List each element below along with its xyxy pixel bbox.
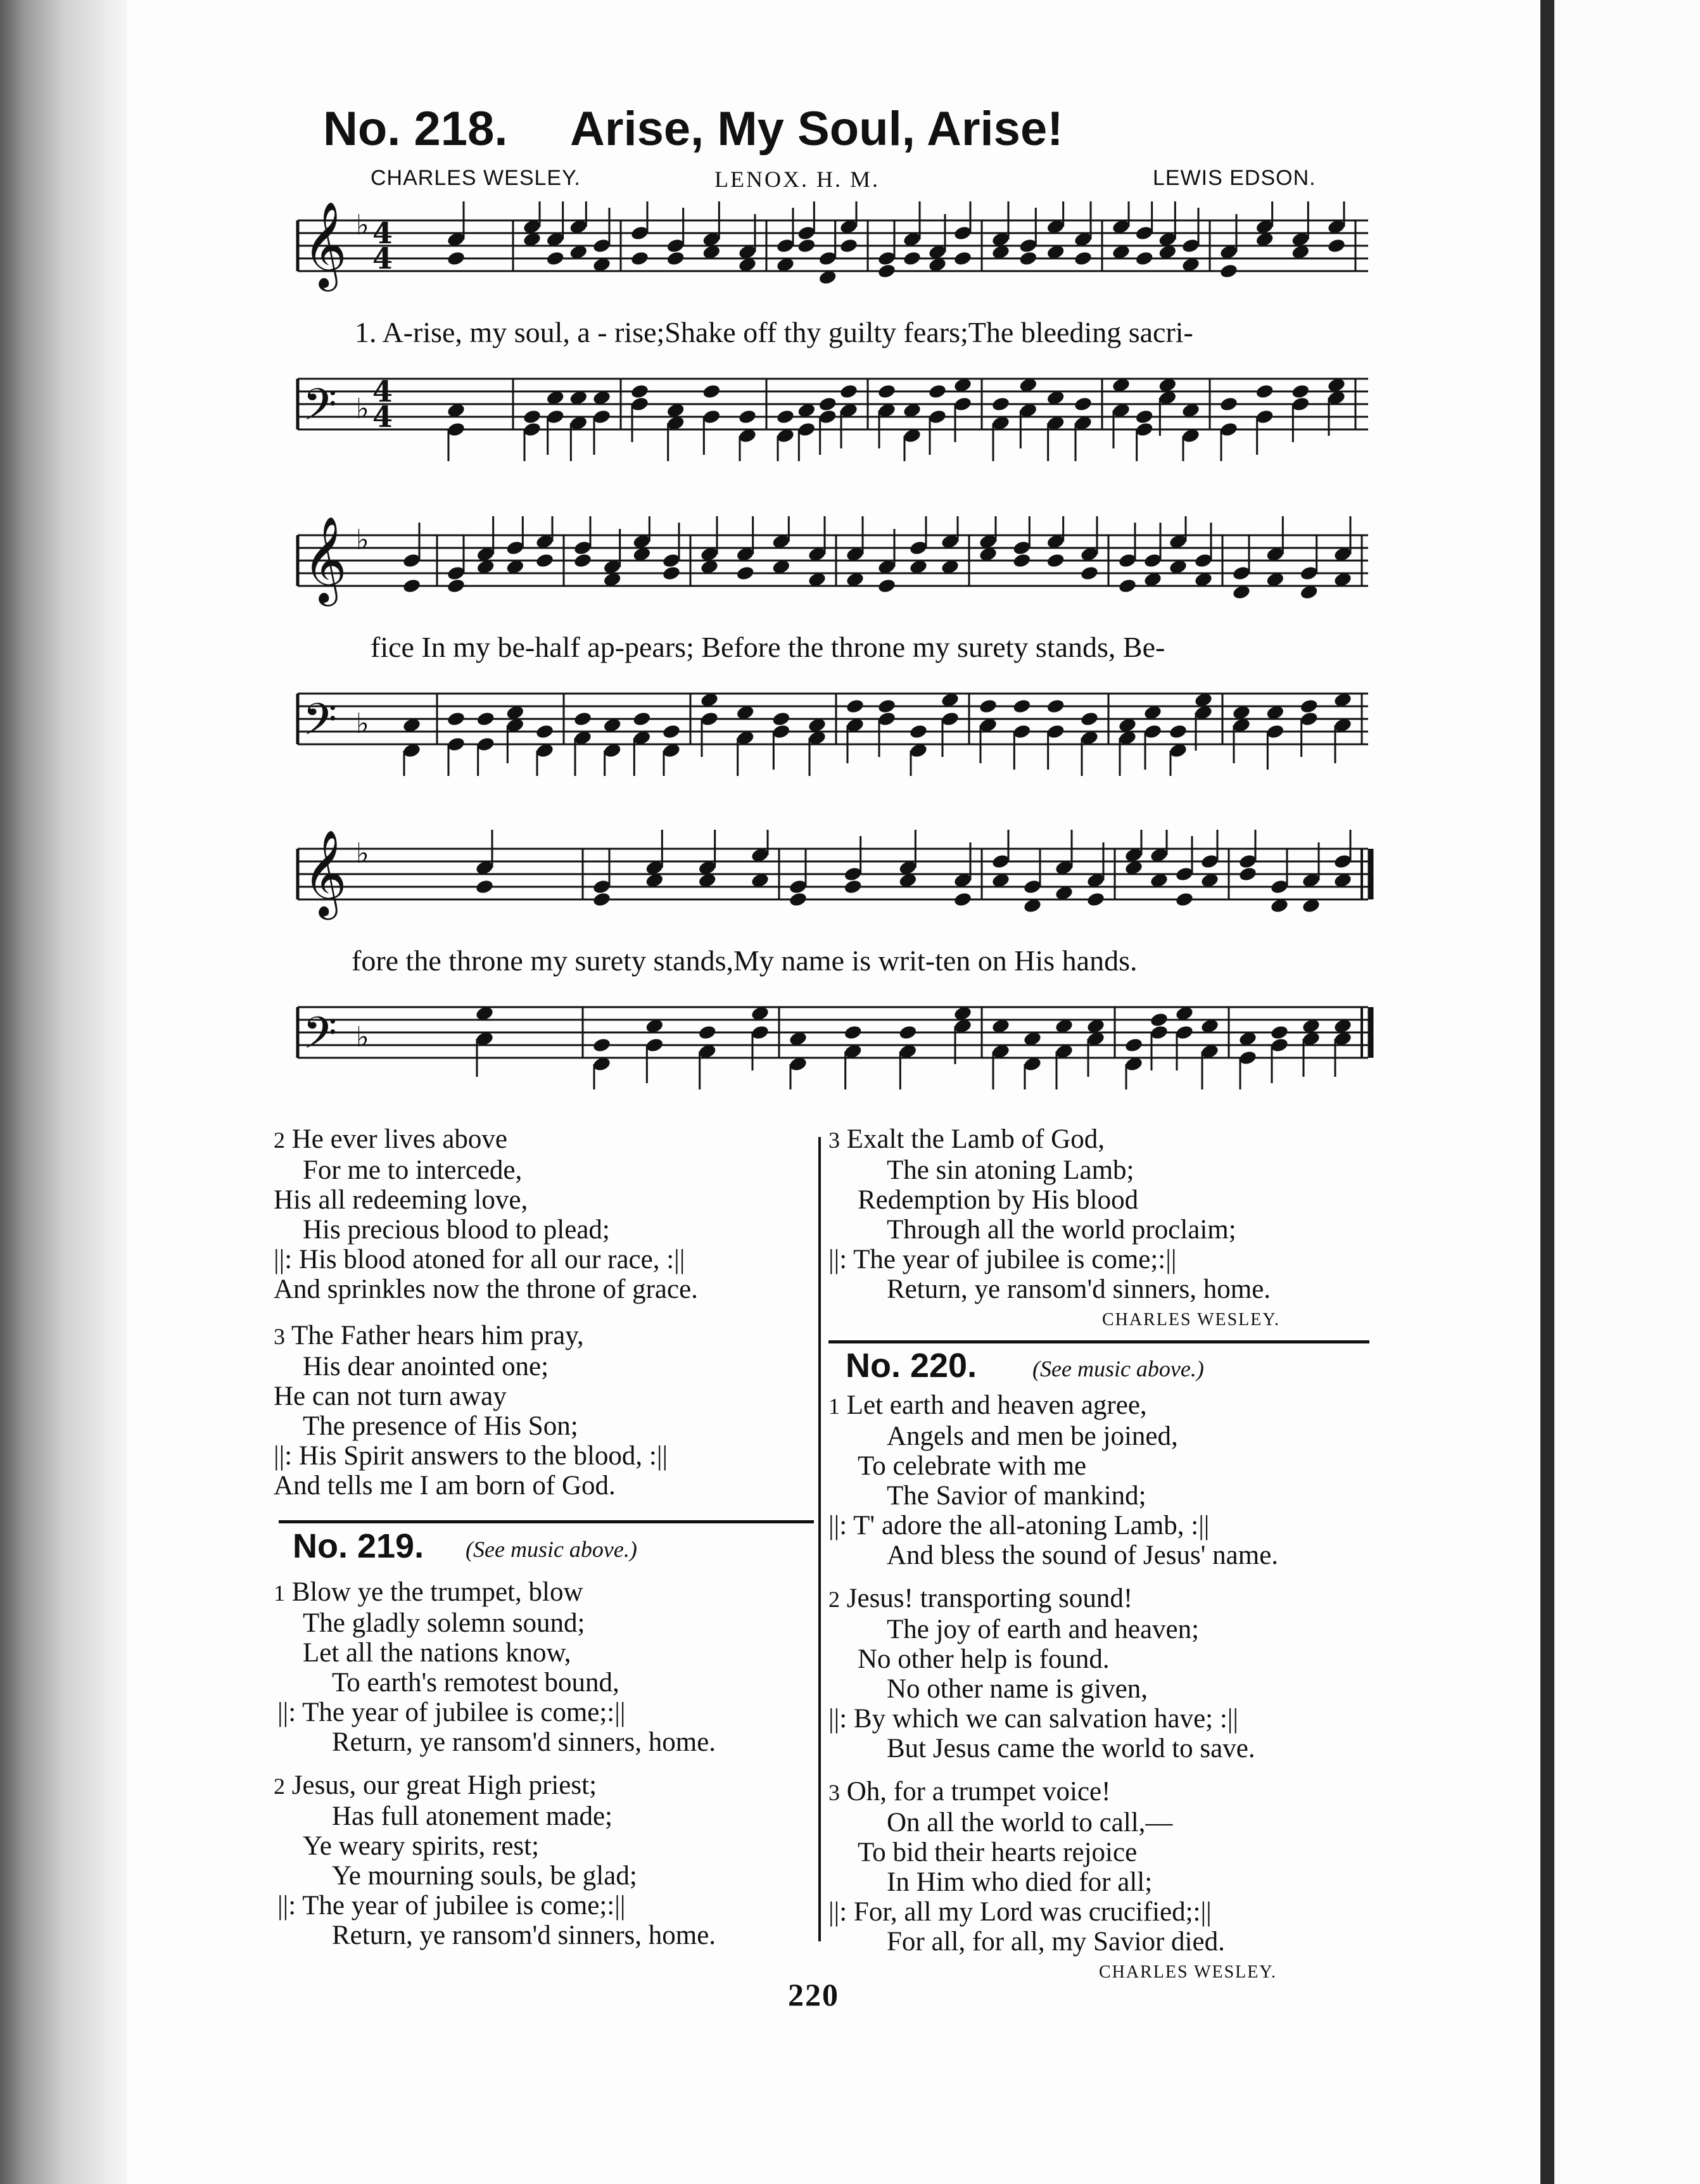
flat-sign-icon: ♭ — [356, 1021, 369, 1053]
note-head — [877, 698, 897, 714]
note-head — [1255, 383, 1274, 400]
book-spine-left — [0, 0, 127, 2184]
time-signature: 4 — [372, 216, 393, 250]
verse-number: 1 — [274, 1580, 285, 1606]
note-head — [818, 396, 837, 412]
note-head — [1327, 238, 1347, 254]
verse-line: He ever lives above — [291, 1124, 508, 1154]
note-head — [447, 711, 466, 727]
verse-line: ||: The year of jubilee is come;:|| — [277, 1698, 626, 1727]
verse-number: 2 — [274, 1127, 285, 1153]
flat-sign-icon: ♭ — [356, 393, 369, 425]
flat-sign-icon: ♭ — [356, 708, 369, 740]
note-head — [1134, 250, 1154, 267]
note-head — [843, 1024, 863, 1041]
verse-line: Blow ye the trumpet, blow — [291, 1577, 583, 1607]
note-head — [666, 250, 685, 267]
flat-sign-icon: ♭ — [356, 524, 369, 556]
note-head — [843, 879, 863, 895]
bass-clef-icon: 𝄢 — [303, 694, 338, 756]
treble-staff — [285, 830, 1381, 931]
note-head — [877, 263, 897, 279]
note-head — [991, 396, 1011, 412]
verse-number: 2 — [274, 1774, 285, 1799]
verse-line: To bid their hearts rejoice — [858, 1838, 1138, 1867]
bass-staff — [285, 360, 1381, 461]
see-music-note: (See music above.) — [1032, 1356, 1204, 1381]
lyric-line: 1. A-rise, my soul, a - rise;Shake off thy guilty fears;The bleeding sacri- — [355, 316, 1193, 348]
author-credit: CHARLES WESLEY. — [1102, 1310, 1280, 1330]
hymn-number: No. 219. — [293, 1527, 424, 1565]
note-head — [1086, 891, 1106, 908]
note-head — [1175, 891, 1195, 908]
note-head — [1270, 1024, 1290, 1041]
verse-220-2 — [828, 1584, 1386, 1763]
verse-line: And bless the sound of Jesus' name. — [887, 1540, 1279, 1570]
note-head — [545, 250, 565, 267]
note-head — [1018, 250, 1038, 267]
verse-number: 2 — [828, 1587, 840, 1612]
verse-line: ||: His Spirit answers to the blood, :|| — [274, 1441, 668, 1471]
verse-line: Angels and men be joined, — [887, 1421, 1178, 1451]
verse-line: ||: T' adore the all-atoning Lamb, :|| — [828, 1511, 1210, 1540]
note-head — [447, 578, 466, 594]
verse-line: The gladly solemn sound; — [303, 1608, 585, 1638]
treble-clef-icon: 𝄞 — [303, 201, 347, 288]
verse-line: The presence of His Son; — [303, 1411, 578, 1441]
verse-line: No other name is given, — [887, 1674, 1148, 1704]
treble-clef-icon: 𝄞 — [303, 516, 347, 602]
note-head — [1124, 1037, 1144, 1053]
music-system — [285, 201, 1381, 467]
note-head — [898, 1024, 918, 1041]
verse-line: Jesus, our great High priest; — [291, 1770, 597, 1800]
page-number: 220 — [788, 1977, 839, 2012]
note-head — [1219, 263, 1239, 279]
verse-line: And sprinkles now the throne of grace. — [274, 1274, 698, 1304]
note-head — [877, 578, 897, 594]
verse-line: ||: The year of jubilee is come;:|| — [277, 1891, 626, 1921]
note-head — [697, 1024, 717, 1041]
verse-line: Let all the nations know, — [303, 1638, 571, 1668]
verse-line: But Jesus came the world to save. — [887, 1734, 1255, 1763]
see-music-note: (See music above.) — [466, 1537, 637, 1562]
bass-staff — [285, 675, 1381, 776]
verse-line: Through all the world proclaim; — [887, 1215, 1236, 1245]
note-head — [476, 711, 495, 727]
note-head — [953, 250, 973, 267]
verse-line: Exalt the Lamb of God, — [846, 1124, 1105, 1154]
verse-line: His precious blood to plead; — [303, 1215, 610, 1245]
verse-line: For all, for all, my Savior died. — [887, 1927, 1225, 1957]
bass-clef-icon: 𝄢 — [303, 379, 338, 441]
tune-name: LENOX. H. M. — [714, 167, 880, 192]
verse-line: ||: His blood atoned for all our race, :|| — [274, 1245, 685, 1274]
note-head — [1012, 698, 1032, 714]
note-head — [1074, 396, 1093, 412]
verse-line: Return, ye ransom'd sinners, home. — [887, 1274, 1271, 1304]
note-head — [953, 891, 973, 908]
verse-219-1 — [274, 1577, 818, 1757]
verse-line: On all the world to call,— — [887, 1808, 1173, 1838]
note-head — [1150, 1012, 1169, 1028]
page-gutter — [1540, 0, 1554, 2184]
column-divider — [818, 1137, 821, 1941]
hymn-number: No. 218. — [323, 102, 508, 156]
treble-staff — [285, 201, 1381, 303]
verse-218-3 — [274, 1321, 818, 1501]
note-head — [573, 711, 593, 727]
note-head — [903, 250, 922, 267]
section-divider — [828, 1340, 1369, 1343]
section-divider — [279, 1520, 814, 1523]
time-signature: 4 — [372, 374, 393, 409]
note-head — [909, 723, 929, 740]
verse-218-2 — [274, 1124, 818, 1304]
note-head — [1118, 578, 1138, 594]
verse-line: Let earth and heaven agree, — [846, 1390, 1147, 1420]
note-head — [735, 565, 755, 581]
note-head — [447, 250, 466, 267]
note-head — [1046, 698, 1065, 714]
bass-staff — [285, 988, 1381, 1089]
note-head — [1134, 409, 1154, 425]
hymn-number: No. 220. — [846, 1347, 977, 1385]
note-head — [1169, 723, 1188, 740]
note-head — [632, 711, 652, 727]
note-head — [1080, 711, 1100, 727]
time-signature: 4 — [372, 241, 393, 276]
verse-line: ||: The year of jubilee is come;:|| — [828, 1245, 1177, 1274]
flat-sign-icon: ♭ — [356, 837, 369, 870]
verse-number: 3 — [274, 1324, 285, 1349]
note-head — [877, 383, 897, 400]
lyricist-credit: CHARLES WESLEY. — [371, 166, 581, 190]
verse-220-1 — [828, 1390, 1386, 1570]
flat-sign-icon: ♭ — [356, 209, 369, 241]
verse-number: 1 — [828, 1394, 840, 1419]
music-system — [285, 830, 1381, 1096]
verse-line: His dear anointed one; — [303, 1352, 549, 1381]
note-head — [475, 879, 495, 895]
note-head — [1080, 565, 1100, 581]
note-head — [839, 383, 859, 400]
verse-219-2 — [274, 1770, 818, 1950]
note-head — [1219, 396, 1239, 412]
verse-line: Redemption by His blood — [858, 1185, 1139, 1215]
note-head — [1238, 866, 1258, 882]
verse-number: 3 — [828, 1780, 840, 1805]
lyric-line: fice In my be-half ap-pears; Before the throne my surety stands, Be- — [371, 631, 1165, 663]
verse-line: ||: For, all my Lord was crucified;:|| — [828, 1897, 1212, 1927]
verse-line: For me to intercede, — [303, 1155, 523, 1185]
note-head — [776, 409, 796, 425]
note-head — [535, 552, 555, 569]
verse-line: Oh, for a trumpet voice! — [846, 1777, 1111, 1806]
note-head — [592, 891, 612, 908]
note-head — [979, 698, 998, 714]
note-head — [797, 238, 816, 254]
note-head — [839, 238, 859, 254]
verse-line: Jesus! transporting sound! — [846, 1584, 1133, 1613]
note-head — [662, 723, 682, 740]
verse-line: And tells me I am born of God. — [274, 1471, 616, 1501]
verse-line: Has full atonement made; — [332, 1801, 612, 1831]
note-head — [1046, 552, 1065, 569]
verse-220-3 — [828, 1777, 1386, 1957]
verse-line: Return, ye ransom'd sinners, home. — [332, 1727, 716, 1757]
note-head — [789, 891, 808, 908]
facing-page-edge — [1554, 0, 1700, 2184]
verse-line: The joy of earth and heaven; — [887, 1615, 1200, 1644]
bass-clef-icon: 𝄢 — [303, 1007, 338, 1069]
time-signature: 4 — [372, 400, 393, 434]
verse-line: To earth's remotest bound, — [332, 1668, 619, 1698]
verse-line: Ye weary spirits, rest; — [303, 1831, 540, 1861]
verse-line: The Father hears him pray, — [291, 1321, 584, 1350]
verse-line: In Him who died for all; — [887, 1867, 1153, 1897]
author-credit: CHARLES WESLEY. — [1099, 1962, 1277, 1982]
verse-number: 3 — [828, 1127, 840, 1153]
note-head — [523, 409, 542, 425]
note-head — [573, 552, 593, 569]
note-head — [402, 578, 422, 594]
composer-credit: LEWIS EDSON. — [1153, 166, 1316, 190]
verse-line: ||: By which we can salvation have; :|| — [828, 1704, 1239, 1734]
verse-219-3 — [828, 1124, 1386, 1304]
note-head — [1074, 250, 1093, 267]
note-head — [630, 383, 650, 400]
treble-staff — [285, 516, 1381, 618]
verse-line: Ye mourning souls, be glad; — [332, 1861, 637, 1891]
note-head — [592, 1037, 612, 1053]
verse-line: To celebrate with me — [858, 1451, 1087, 1481]
lyric-line: fore the throne my surety stands,My name is writ-ten on His hands. — [352, 944, 1138, 977]
note-head — [702, 383, 721, 400]
note-head — [662, 565, 682, 581]
note-head — [630, 250, 650, 267]
treble-clef-icon: 𝄞 — [303, 830, 347, 916]
note-head — [846, 698, 865, 714]
note-head — [928, 383, 948, 400]
verse-line: No other help is found. — [858, 1644, 1110, 1674]
note-head — [1012, 552, 1032, 569]
verse-line: The Savior of mankind; — [887, 1481, 1146, 1511]
hymn-title: Arise, My Soul, Arise! — [570, 102, 1063, 156]
note-head — [535, 723, 555, 740]
note-head — [1299, 698, 1319, 714]
verse-line: The sin atoning Lamb; — [887, 1155, 1134, 1185]
note-head — [771, 711, 791, 727]
note-head — [1291, 383, 1310, 400]
verse-line: Return, ye ransom'd sinners, home. — [332, 1921, 716, 1950]
note-head — [738, 409, 758, 425]
verse-line: His all redeeming love, — [274, 1185, 528, 1215]
music-system — [285, 516, 1381, 789]
verse-line: He can not turn away — [274, 1381, 507, 1411]
